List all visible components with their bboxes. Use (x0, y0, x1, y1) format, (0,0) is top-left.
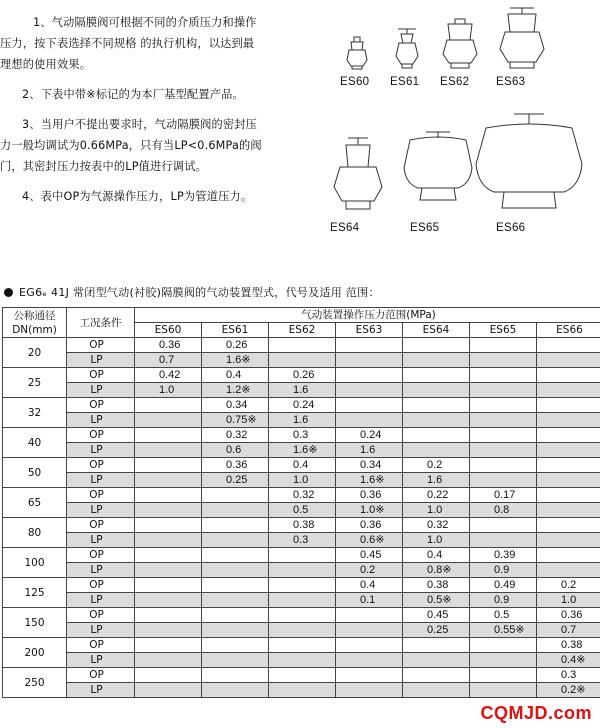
value-cell (403, 353, 470, 368)
table-row (3, 398, 600, 413)
value-cell: 0.3 (537, 668, 600, 683)
value-cell (470, 443, 537, 458)
dn-cell: 250 (3, 668, 67, 698)
label-es60: ES60 (340, 76, 370, 88)
value-cell (403, 668, 470, 683)
es60-valve-diagram (343, 36, 371, 70)
pressure-range-table (2, 307, 600, 698)
value-cell: 0.9 (470, 563, 537, 578)
header-dn (3, 308, 67, 338)
notes (0, 12, 300, 207)
table-row (3, 443, 600, 458)
value-cell (135, 503, 202, 518)
value-cell (269, 593, 336, 608)
value-cell (336, 413, 403, 428)
condition-cell: LP (67, 563, 135, 578)
condition-cell: OP (67, 398, 135, 413)
value-cell: 0.42 (135, 368, 202, 383)
value-cell: 0.7 (135, 353, 202, 368)
value-cell: 0.26 (269, 368, 336, 383)
dn-cell: 32 (3, 398, 67, 428)
value-cell (135, 533, 202, 548)
value-cell: 0.24 (269, 398, 336, 413)
value-cell (269, 563, 336, 578)
condition-cell: OP (67, 668, 135, 683)
value-cell: 0.45 (403, 608, 470, 623)
value-cell (269, 338, 336, 353)
table-row (3, 413, 600, 428)
dn-cell: 50 (3, 458, 67, 488)
value-cell (135, 638, 202, 653)
value-cell (470, 398, 537, 413)
value-cell: 1.0 (269, 473, 336, 488)
caption-text: EG6ₑ 41J 常闭型气动(衬胶)隔膜阀的气动装置型式，代号及适用 范围： (19, 286, 380, 299)
value-cell (269, 638, 336, 653)
value-cell (403, 338, 470, 353)
table-row (3, 353, 600, 368)
label-es64: ES64 (330, 222, 360, 234)
value-cell: 0.7 (537, 623, 600, 638)
value-cell (135, 668, 202, 683)
header-model: ES61 (202, 323, 269, 338)
value-cell (202, 518, 269, 533)
value-cell (537, 398, 600, 413)
condition-cell: OP (67, 368, 135, 383)
dn-cell: 65 (3, 488, 67, 518)
value-cell: 0.3 (269, 428, 336, 443)
value-cell: 0.36 (537, 608, 600, 623)
table-body (3, 338, 600, 698)
header-model: ES63 (336, 323, 403, 338)
value-cell (336, 623, 403, 638)
value-cell (537, 563, 600, 578)
value-cell (470, 368, 537, 383)
condition-cell: LP (67, 503, 135, 518)
label-es65: ES65 (410, 222, 440, 234)
value-cell: 1.0 (403, 533, 470, 548)
value-cell (537, 533, 600, 548)
value-cell: 0.55※ (470, 623, 537, 638)
value-cell (537, 353, 600, 368)
value-cell (269, 608, 336, 623)
table-row (3, 593, 600, 608)
table-row (3, 623, 600, 638)
header-model: ES65 (470, 323, 537, 338)
value-cell (269, 653, 336, 668)
condition-cell: OP (67, 608, 135, 623)
condition-cell: LP (67, 383, 135, 398)
value-cell (269, 623, 336, 638)
value-cell (470, 518, 537, 533)
value-cell (202, 503, 269, 518)
value-cell (537, 503, 600, 518)
value-cell (537, 413, 600, 428)
value-cell: 0.2 (336, 563, 403, 578)
value-cell: 0.8※ (403, 563, 470, 578)
value-cell (470, 338, 537, 353)
note-1-line-2: 压力，按下表选择不同规格 的执行机构，以达到最 (0, 37, 255, 50)
value-cell (537, 428, 600, 443)
value-cell (269, 578, 336, 593)
table-row (3, 653, 600, 668)
label-es66: ES66 (496, 222, 526, 234)
value-cell: 0.75※ (202, 413, 269, 428)
value-cell (336, 368, 403, 383)
value-cell: 0.38 (537, 638, 600, 653)
condition-cell: OP (67, 578, 135, 593)
value-cell: 0.32 (202, 428, 269, 443)
dn-cell: 150 (3, 608, 67, 638)
value-cell (470, 668, 537, 683)
value-cell: 0.4 (336, 578, 403, 593)
value-cell (470, 458, 537, 473)
value-cell (135, 458, 202, 473)
value-cell: 0.5 (269, 503, 336, 518)
value-cell: 0.3 (269, 533, 336, 548)
value-cell: 0.38 (403, 578, 470, 593)
condition-cell: LP (67, 683, 135, 698)
watermark: CQMJD.com (480, 703, 592, 723)
value-cell (336, 638, 403, 653)
value-cell: 0.6※ (336, 533, 403, 548)
condition-cell: LP (67, 473, 135, 488)
condition-cell: OP (67, 638, 135, 653)
value-cell (135, 683, 202, 698)
condition-cell: OP (67, 428, 135, 443)
value-cell (336, 398, 403, 413)
value-cell: 0.5※ (403, 593, 470, 608)
table-row (3, 488, 600, 503)
value-cell: 1.6 (269, 413, 336, 428)
condition-cell: OP (67, 488, 135, 503)
value-cell: 1.0※ (336, 503, 403, 518)
value-cell: 0.36 (135, 338, 202, 353)
value-cell: 0.24 (336, 428, 403, 443)
value-cell: 1.6 (336, 443, 403, 458)
value-cell (135, 473, 202, 488)
value-cell: 0.32 (269, 488, 336, 503)
condition-cell: LP (67, 623, 135, 638)
value-cell (202, 548, 269, 563)
label-es62: ES62 (440, 76, 470, 88)
value-cell (336, 338, 403, 353)
value-cell: 0.39 (470, 548, 537, 563)
table-row (3, 383, 600, 398)
value-cell (135, 518, 202, 533)
value-cell (403, 638, 470, 653)
value-cell (537, 548, 600, 563)
condition-cell: OP (67, 338, 135, 353)
value-cell: 0.38 (269, 518, 336, 533)
value-cell (135, 653, 202, 668)
value-cell (336, 653, 403, 668)
dn-cell: 80 (3, 518, 67, 548)
value-cell (403, 368, 470, 383)
value-cell: 0.45 (336, 548, 403, 563)
value-cell (470, 473, 537, 488)
value-cell (269, 548, 336, 563)
condition-cell: LP (67, 533, 135, 548)
actuator-diagrams (300, 0, 600, 250)
value-cell (537, 368, 600, 383)
value-cell (403, 413, 470, 428)
note-3-line-1: 3、当用户不提出要求时，气动隔膜阀的密封压 (22, 118, 258, 131)
value-cell: 0.4 (202, 368, 269, 383)
dn-cell: 125 (3, 578, 67, 608)
value-cell (135, 563, 202, 578)
bullet-icon (4, 288, 13, 297)
value-cell (470, 413, 537, 428)
table-row (3, 368, 600, 383)
value-cell (202, 638, 269, 653)
value-cell: 0.22 (403, 488, 470, 503)
condition-cell: OP (67, 548, 135, 563)
value-cell: 0.25 (403, 623, 470, 638)
value-cell: 0.9 (470, 593, 537, 608)
value-cell (135, 413, 202, 428)
value-cell: 0.25 (202, 473, 269, 488)
table-row (3, 533, 600, 548)
es62-valve-diagram (440, 18, 480, 70)
value-cell (336, 353, 403, 368)
value-cell (269, 683, 336, 698)
value-cell: 0.36 (336, 488, 403, 503)
value-cell (202, 623, 269, 638)
condition-cell: LP (67, 653, 135, 668)
label-es61: ES61 (390, 76, 420, 88)
value-cell: 0.36 (202, 458, 269, 473)
value-cell (135, 608, 202, 623)
value-cell: 0.17 (470, 488, 537, 503)
value-cell: 1.6※ (336, 473, 403, 488)
note-4: 4、表中OP为气源操作压力，LP为管道压力。 (22, 190, 253, 203)
value-cell: 0.1 (336, 593, 403, 608)
es63-valve-diagram (496, 4, 548, 72)
value-cell (202, 668, 269, 683)
header-range: 气动装置操作压力范围(MPa) (135, 308, 600, 323)
value-cell (135, 488, 202, 503)
value-cell (336, 683, 403, 698)
table-row (3, 338, 600, 353)
value-cell (135, 548, 202, 563)
value-cell (537, 458, 600, 473)
value-cell (202, 593, 269, 608)
value-cell (202, 683, 269, 698)
value-cell: 0.2 (537, 578, 600, 593)
value-cell: 0.5 (470, 608, 537, 623)
condition-cell: LP (67, 443, 135, 458)
note-2: 2、下表中带※标记的为本厂基型配置产品。 (22, 88, 244, 101)
table-caption (4, 284, 380, 300)
value-cell (470, 683, 537, 698)
value-cell (403, 443, 470, 458)
value-cell (470, 353, 537, 368)
header-model: ES64 (403, 323, 470, 338)
value-cell (269, 668, 336, 683)
value-cell: 0.49 (470, 578, 537, 593)
value-cell (470, 383, 537, 398)
value-cell (470, 428, 537, 443)
condition-cell: OP (67, 518, 135, 533)
table-row (3, 518, 600, 533)
value-cell: 0.4※ (537, 653, 600, 668)
value-cell (202, 488, 269, 503)
value-cell (202, 653, 269, 668)
value-cell (537, 338, 600, 353)
header-model: ES62 (269, 323, 336, 338)
value-cell (135, 623, 202, 638)
value-cell: 0.32 (403, 518, 470, 533)
value-cell (336, 668, 403, 683)
value-cell: 0.4 (269, 458, 336, 473)
condition-cell: LP (67, 353, 135, 368)
value-cell: 0.4 (403, 548, 470, 563)
condition-cell: LP (67, 413, 135, 428)
note-1-line-1: 1、气动隔膜阀可根据不同的介质压力和操作 (33, 16, 257, 29)
table-row (3, 563, 600, 578)
condition-cell: LP (67, 593, 135, 608)
value-cell: 1.0 (135, 383, 202, 398)
header-model: ES60 (135, 323, 202, 338)
es64-valve-diagram (330, 135, 386, 215)
dn-cell: 200 (3, 638, 67, 668)
value-cell (135, 593, 202, 608)
label-es63: ES63 (496, 76, 526, 88)
dn-cell: 100 (3, 548, 67, 578)
value-cell (135, 578, 202, 593)
value-cell: 0.34 (202, 398, 269, 413)
value-cell: 1.0 (403, 503, 470, 518)
table-row (3, 578, 600, 593)
value-cell: 1.6※ (269, 443, 336, 458)
value-cell (403, 383, 470, 398)
note-3-line-3: 门，其密封压力按表中的LP值进行调试。 (0, 160, 207, 173)
note-1-line-3: 理想的使用效果。 (0, 58, 92, 71)
table-row (3, 668, 600, 683)
value-cell: 1.6 (269, 383, 336, 398)
value-cell: 0.36 (336, 518, 403, 533)
value-cell (336, 383, 403, 398)
value-cell (403, 428, 470, 443)
table-row (3, 548, 600, 563)
value-cell (135, 443, 202, 458)
table-row (3, 428, 600, 443)
es61-valve-diagram (392, 26, 422, 70)
value-cell: 1.0 (537, 593, 600, 608)
value-cell (537, 473, 600, 488)
value-cell: 0.26 (202, 338, 269, 353)
value-cell (470, 533, 537, 548)
value-cell (537, 383, 600, 398)
table-row (3, 503, 600, 518)
value-cell: 0.8 (470, 503, 537, 518)
dn-cell: 20 (3, 338, 67, 368)
value-cell (336, 608, 403, 623)
value-cell: 1.6 (403, 473, 470, 488)
value-cell: 1.6※ (202, 353, 269, 368)
value-cell: 0.2 (403, 458, 470, 473)
table-row (3, 608, 600, 623)
value-cell (403, 398, 470, 413)
condition-cell: OP (67, 458, 135, 473)
value-cell (537, 518, 600, 533)
es66-valve-diagram (468, 108, 590, 218)
value-cell (202, 578, 269, 593)
table-row (3, 683, 600, 698)
dn-cell: 40 (3, 428, 67, 458)
value-cell (135, 398, 202, 413)
value-cell (537, 488, 600, 503)
value-cell (470, 653, 537, 668)
header-model: ES66 (537, 323, 600, 338)
value-cell (202, 533, 269, 548)
value-cell (135, 428, 202, 443)
table-row (3, 458, 600, 473)
value-cell: 1.2※ (202, 383, 269, 398)
value-cell (470, 638, 537, 653)
value-cell (269, 353, 336, 368)
value-cell (403, 683, 470, 698)
note-3-line-2: 力一般均调试为0.66MPa，只有当LP<0.6MPa的阀 (0, 139, 262, 152)
value-cell: 0.34 (336, 458, 403, 473)
value-cell: 0.2※ (537, 683, 600, 698)
value-cell (537, 443, 600, 458)
header-dn-text: 公称通径DN(mm) (12, 309, 57, 336)
table-row (3, 473, 600, 488)
value-cell (202, 563, 269, 578)
table-row (3, 638, 600, 653)
dn-cell: 25 (3, 368, 67, 398)
header-condition: 工况条件 (67, 308, 135, 338)
value-cell (403, 653, 470, 668)
value-cell: 0.6 (202, 443, 269, 458)
value-cell (202, 608, 269, 623)
